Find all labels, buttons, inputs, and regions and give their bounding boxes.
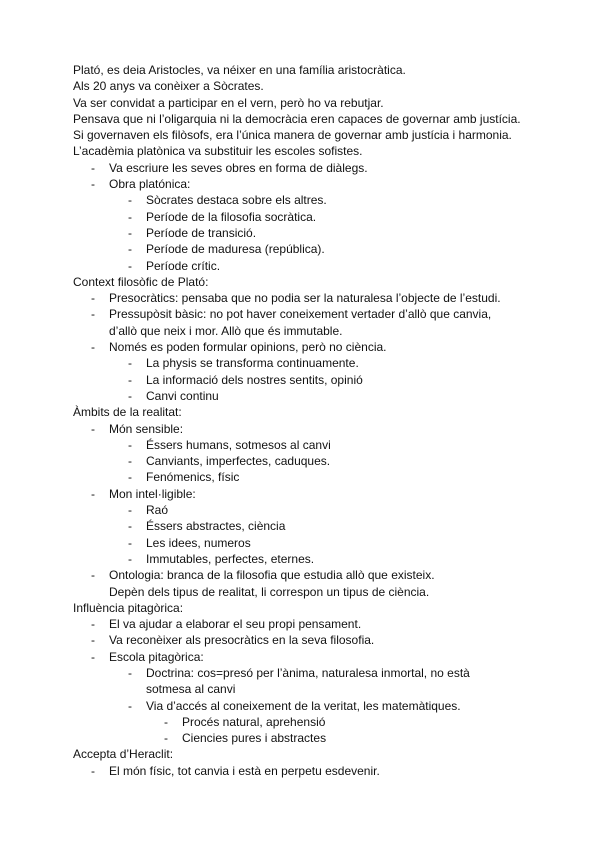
list-item-text: Món sensible: — [109, 421, 184, 436]
section-heading: Context filosòfic de Plató: — [73, 274, 209, 289]
bullet-dash: - — [128, 470, 132, 485]
sub-list-item-text: Via d’accés al coneixement de la veritat, les matemàtiques. — [146, 698, 461, 713]
intro-line: Pensava que ni l’oligarquia ni la democràcia eren capaces de governar amb justícia. — [73, 111, 521, 126]
intro-line: Plató, es deia Aristocles, va néixer en una família aristocràtica. — [73, 63, 406, 77]
bullet-dash: - — [128, 356, 132, 371]
list-item — [0, 763, 600, 779]
sub-list-item — [0, 469, 600, 485]
bullet-dash: - — [91, 291, 95, 306]
sub-list-item-text: La informació dels nostres sentits, opinió — [146, 372, 363, 387]
list-item-text: Només es poden formular opinions, però no ciència. — [109, 340, 387, 355]
list-item — [0, 421, 600, 437]
bullet-dash: - — [91, 486, 95, 501]
sub-list-item — [0, 258, 600, 274]
bullet-dash: - — [91, 763, 95, 778]
sub-sub-list-item-text: Procés natural, aprehensió — [182, 714, 326, 729]
sub-list-item — [0, 241, 600, 257]
list-item — [0, 486, 600, 502]
list-item-text: Va reconèixer als presocràtics en la seva filosofia. — [109, 633, 375, 648]
bullet-dash: - — [91, 617, 95, 632]
section-heading: Accepta d’Heraclit: — [73, 747, 174, 762]
sub-list-item — [0, 551, 600, 567]
bullet-dash: - — [128, 372, 132, 387]
bullet-dash: - — [128, 209, 132, 224]
list-item — [0, 306, 600, 339]
list-item-text: Va escriure les seves obres en forma de diàlegs. — [109, 160, 368, 175]
sub-list-item — [0, 225, 600, 241]
bullet-dash: - — [164, 714, 168, 729]
section-heading: Àmbits de la realitat: — [73, 405, 182, 420]
bullet-dash: - — [128, 454, 132, 469]
list-item — [0, 649, 600, 665]
sub-list-item — [0, 518, 600, 534]
sub-list-item-text: Doctrina: cos=presó per l’ànima, naturalesa inmortal, no està sotmesa al canvi — [146, 665, 470, 697]
sub-list-item — [0, 535, 600, 551]
bullet-dash: - — [128, 698, 132, 713]
section-heading: Influència pitagòrica: — [73, 600, 184, 615]
list-item — [0, 616, 600, 632]
list-item — [0, 339, 600, 355]
list-item-text: Mon intel·ligible: — [109, 486, 196, 501]
sub-list-item-text: Període crític. — [146, 258, 221, 273]
sub-list-item — [0, 372, 600, 388]
sub-list-item — [0, 437, 600, 453]
sub-list-item-text: Immutables, perfectes, eternes. — [146, 551, 315, 566]
sub-list-item-text: Període de la filosofia socràtica. — [146, 209, 317, 224]
bullet-dash: - — [91, 160, 95, 175]
sub-list-item — [0, 453, 600, 469]
document-page — [0, 62, 600, 779]
list-item-text: Obra platónica: — [109, 177, 191, 192]
sub-list-item — [0, 192, 600, 208]
sub-sub-list-item — [0, 730, 600, 746]
bullet-dash: - — [91, 307, 95, 322]
intro-line: Si governaven els filòsofs, era l’única manera de governar amb justícia i harmonia. — [73, 128, 512, 143]
sub-list-item — [0, 502, 600, 518]
sub-list-item-text: Éssers humans, sotmesos al canvi — [146, 437, 331, 452]
bullet-dash: - — [128, 535, 132, 550]
sub-list-item-text: Les idees, numeros — [146, 535, 251, 550]
bullet-dash: - — [128, 242, 132, 257]
bullet-dash: - — [128, 388, 132, 403]
list-item-continuation: Depèn dels tipus de realitat, li correspon un tipus de ciència. — [109, 584, 430, 599]
bullet-dash: - — [91, 340, 95, 355]
bullet-dash: - — [91, 649, 95, 664]
sub-list-item-text: Fenómenics, físic — [146, 470, 240, 485]
sub-list-item-text: Éssers abstractes, ciència — [146, 519, 286, 534]
sub-list-item-text: Període de maduresa (república). — [146, 242, 325, 257]
intro-line: Als 20 anys va conèixer a Sòcrates. — [73, 79, 264, 94]
bullet-dash: - — [164, 731, 168, 746]
sub-list-item — [0, 665, 600, 698]
bullet-dash: - — [128, 258, 132, 273]
sub-list-item-text: Període de transició. — [146, 225, 257, 240]
sub-list-item-text: Sòcrates destaca sobre els altres. — [146, 193, 327, 208]
sub-list-item — [0, 698, 600, 714]
list-item — [0, 176, 600, 192]
list-item-text: Escola pitagòrica: — [109, 649, 204, 664]
sub-list-item-text: Raó — [146, 503, 169, 518]
list-item-text: Presocràtics: pensaba que no podia ser la naturalesa l’objecte de l’estudi. — [109, 291, 501, 306]
sub-list-item-text: Canvi continu — [146, 388, 219, 403]
bullet-dash: - — [128, 551, 132, 566]
list-item-text: Pressupòsit bàsic: no pot haver coneixement vertader d’allò que canvia, d’allò que neix i mor. Allò que és immutable. — [109, 307, 492, 338]
bullet-dash: - — [128, 519, 132, 534]
bullet-dash: - — [91, 633, 95, 648]
bullet-dash: - — [128, 503, 132, 518]
list-item — [0, 160, 600, 176]
list-item-text: El va ajudar a elaborar el seu propi pensament. — [109, 617, 362, 632]
sub-sub-list-item — [0, 714, 600, 730]
list-item — [0, 632, 600, 648]
bullet-dash: - — [91, 421, 95, 436]
sub-list-item — [0, 388, 600, 404]
list-item-text: Ontologia: branca de la filosofia que estudia allò que existeix. — [109, 568, 435, 583]
bullet-dash: - — [128, 193, 132, 208]
list-item — [0, 567, 600, 583]
list-item-text: El món físic, tot canvia i està en perpetu esdevenir. — [109, 763, 380, 778]
bullet-dash: - — [128, 225, 132, 240]
bullet-dash: - — [128, 437, 132, 452]
sub-list-item-text: La physis se transforma continuamente. — [146, 356, 359, 371]
sub-list-item-text: Canviants, imperfectes, caduques. — [146, 454, 331, 469]
sub-sub-list-item-text: Ciencies pures i abstractes — [182, 731, 327, 746]
bullet-dash: - — [128, 665, 132, 680]
list-item — [0, 290, 600, 306]
bullet-dash: - — [91, 568, 95, 583]
intro-line: L’acadèmia platònica va substituir les escoles sofistes. — [73, 144, 363, 159]
intro-line: Va ser convidat a participar en el vern, però ho va rebutjar. — [73, 95, 384, 110]
sub-list-item — [0, 355, 600, 371]
bullet-dash: - — [91, 177, 95, 192]
sub-list-item — [0, 209, 600, 225]
